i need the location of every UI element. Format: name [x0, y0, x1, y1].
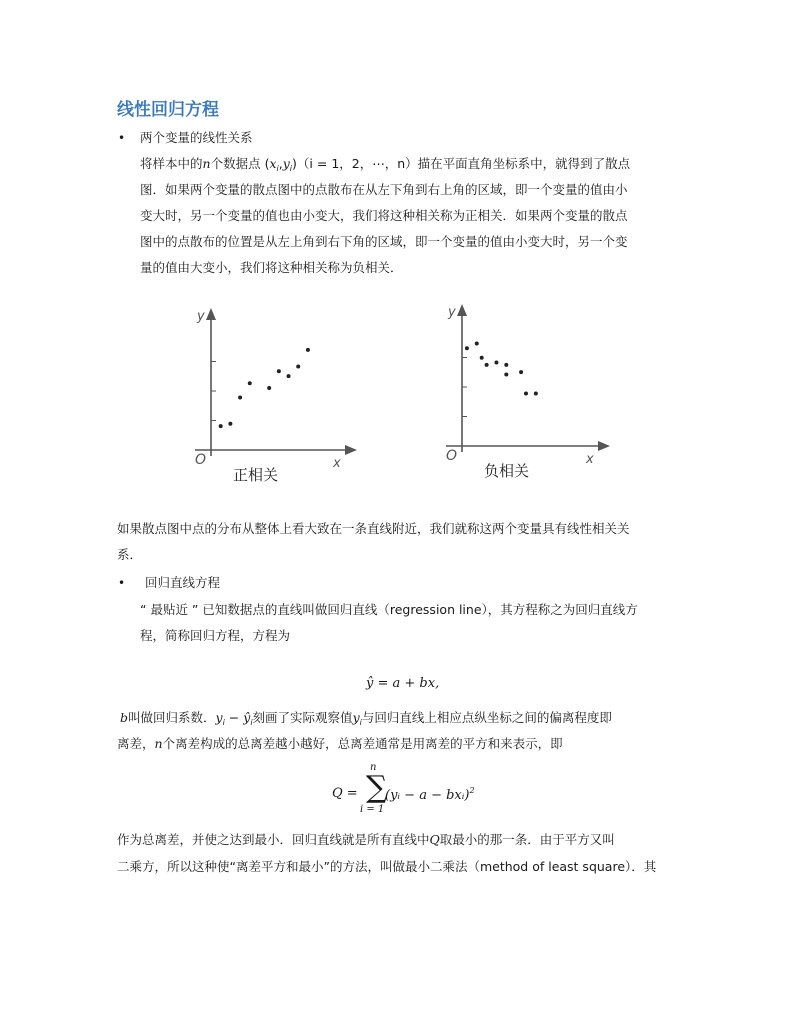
sigma-icon: ∑: [366, 770, 388, 805]
section1-line5: 量的值由大变小，我们将这种相关称为负相关．: [140, 260, 403, 275]
math-sub: i: [276, 164, 279, 173]
scatter-point: [504, 372, 508, 376]
math-b: b: [120, 710, 129, 725]
math-x: x: [269, 156, 277, 171]
para4-line1: [117, 827, 615, 853]
y-axis-arrow-icon: [457, 304, 467, 316]
scatter-point: [480, 356, 484, 360]
section1-line1: 将样本中的n个数据点 $(x_i,y_i)(i = 1$，2，⋯，n）描在平面直角坐标系中，就得到了散点: [140, 156, 631, 173]
section1-line4: 图中的点散布的位置是从左上角到右下角的区域，即一个变量的值由小变大时，另一个变: [140, 234, 628, 249]
scatter-point: [534, 392, 538, 396]
x-axis-label: x: [586, 452, 594, 467]
math-sub: i: [222, 718, 225, 727]
scatter-point: [238, 396, 242, 400]
scatter-point: [504, 363, 508, 367]
para2-line2: 系．: [117, 547, 143, 562]
eq2-body-text: (yᵢ − a − bxᵢ): [385, 788, 470, 803]
math-y: y: [352, 710, 360, 725]
para4-line2: 二乘方，所以这种使“离差平方和最小”的方法，叫做最小二乘法（method of least square）．其: [117, 859, 657, 874]
scatter-figures: [0, 300, 794, 500]
scatter-point: [465, 346, 469, 350]
page-title: 线性回归方程: [117, 100, 219, 120]
text: 离差，: [117, 736, 155, 751]
eq2-power: 2: [469, 786, 475, 795]
scatter-point: [519, 370, 523, 374]
regression-equation: ŷ = a + bx,: [366, 676, 440, 691]
section2-heading: 回归直线方程: [145, 575, 221, 590]
math-sub: i: [250, 718, 253, 727]
math-sub: i: [289, 164, 293, 173]
text: 与回归直线上相应点纵坐标之间的偏离程度即: [361, 710, 612, 725]
para2-line1: 如果散点图中点的分布从整体上看大致在一条直线附近，我们就称这两个变量具有线性相关关: [117, 521, 630, 536]
x-axis-label: x: [333, 456, 341, 471]
y-axis-arrow-icon: [206, 308, 216, 320]
scatter-point: [267, 386, 271, 390]
eq2-lhs: Q =: [332, 786, 358, 801]
scatter-point: [287, 374, 291, 378]
eq2-upper: n: [370, 762, 377, 773]
section2-line1: “ 最贴近 ” 已知数据点的直线叫做回归直线（regression line），其方程称之为回归直线方: [140, 602, 638, 617]
scatter-point: [277, 369, 281, 373]
text: 个离差构成的总离差越小越好，总离差通常是用离差的平方和来表示，即: [162, 736, 563, 751]
scatter-point: [485, 363, 489, 367]
text: 取最小的那一条．由于平方又叫: [439, 832, 615, 847]
math-sub: i: [359, 718, 362, 727]
scatter-point: [494, 361, 498, 365]
scatter-chart-negative: [446, 304, 610, 480]
text: 描在平面直角坐标系中，就得到了散点: [417, 156, 631, 171]
chart-title: 正相关: [233, 466, 279, 484]
text: 刻画了实际观察值: [252, 710, 353, 725]
x-axis-arrow-icon: [598, 441, 610, 451]
bullet-icon: •: [118, 576, 126, 590]
math-n: n: [154, 736, 163, 751]
y-axis-label: y: [197, 309, 205, 324]
scatter-chart-positive: [195, 308, 357, 484]
section1-line3: 变大时，另一个变量的值也由小变大，我们将这种相关称为正相关．如果两个变量的散点: [140, 208, 628, 223]
math-y: y: [282, 156, 290, 171]
text: 个数据点: [210, 156, 261, 171]
eq2-body: [385, 786, 475, 803]
math-minus: −: [224, 710, 244, 725]
text: 作为总离差，并使之达到最小．回归直线就是所有直线中: [117, 832, 430, 847]
math-y: y: [215, 710, 223, 725]
scatter-point: [248, 381, 252, 385]
text: 叫做回归系数．: [128, 710, 216, 725]
scatter-point: [475, 341, 479, 345]
scatter-point: [228, 422, 232, 426]
x-axis-arrow-icon: [345, 445, 357, 455]
math-n: n: [202, 156, 211, 171]
index-range: （i = 1，2，⋯，n）: [296, 156, 418, 171]
para3-line2: [117, 731, 563, 757]
text: 将样本中的: [140, 156, 203, 171]
chart-title: 负相关: [484, 462, 530, 480]
eq2-lower: i = 1: [360, 804, 385, 815]
scatter-point: [296, 365, 300, 369]
section1-heading: 两个变量的线性关系: [140, 130, 253, 145]
scatter-point: [219, 424, 223, 428]
origin-label: O: [446, 448, 458, 464]
origin-label: O: [195, 452, 207, 468]
math-yhat: ŷ: [243, 710, 251, 725]
scatter-point: [524, 392, 528, 396]
section1-line2: 图．如果两个变量的散点图中的点散布在从左下角到右上角的区域，即一个变量的值由小: [140, 182, 628, 197]
y-axis-label: y: [448, 305, 456, 320]
math-q: Q: [429, 832, 440, 847]
bullet-icon: •: [118, 131, 126, 145]
scatter-point: [306, 348, 310, 352]
section2-line2: 程，简称回归方程，方程为: [140, 628, 291, 643]
